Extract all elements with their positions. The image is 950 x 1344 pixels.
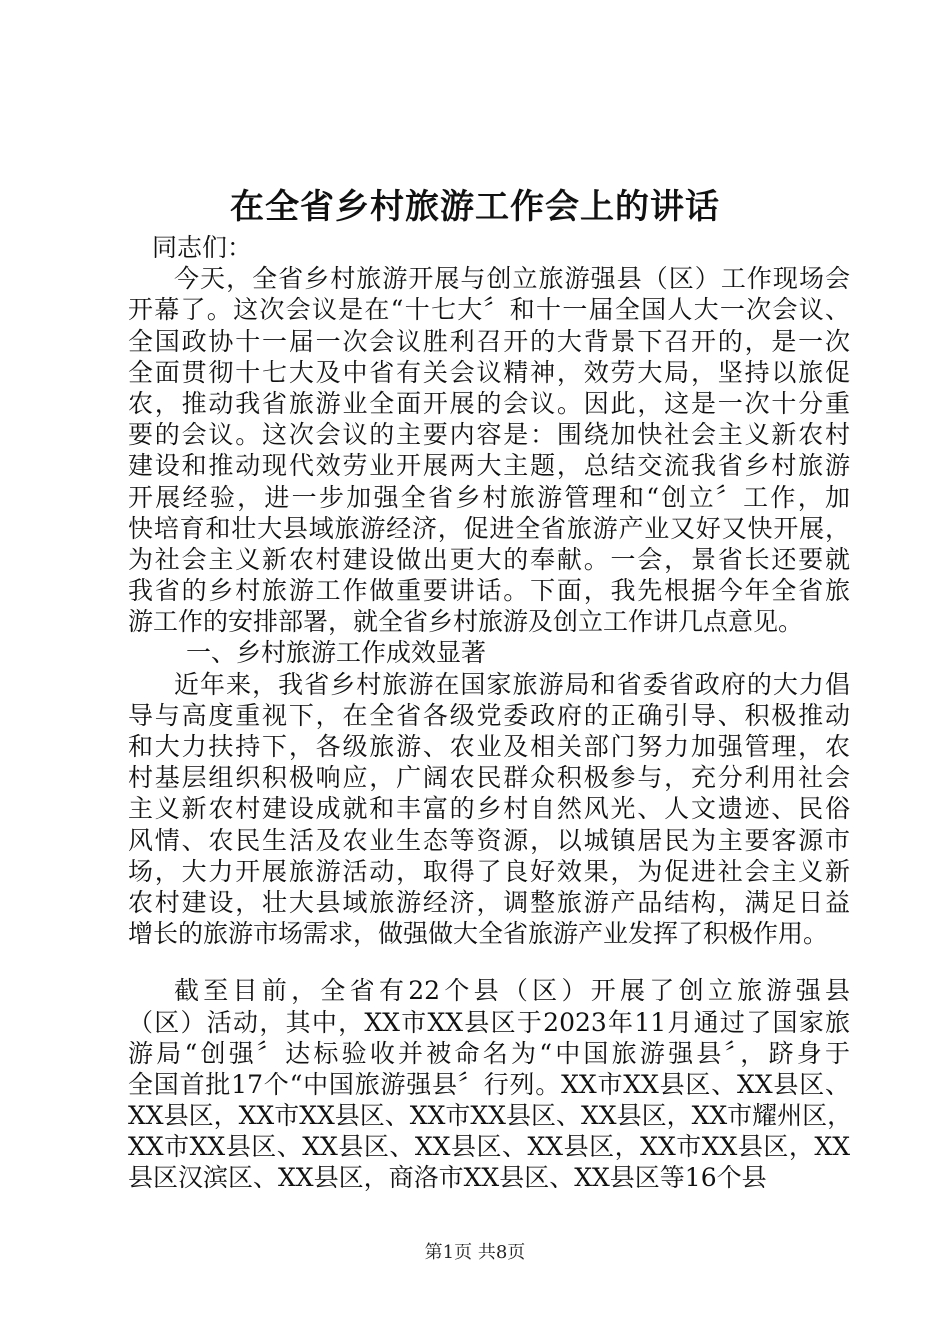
paragraph-line: 要的会议。这次会议的主要内容是：围绕加快社会主义新农村 bbox=[128, 420, 850, 450]
paragraph-line: 导与高度重视下，在全省各级党委政府的正确引导、积极推动 bbox=[128, 700, 850, 730]
paragraph-line: 游局“创强〞达标验收并被命名为“中国旅游强县〞，跻身于 bbox=[128, 1038, 850, 1068]
paragraph-line: 开幕了。这次会议是在“十七大〞和十一届全国人大一次会议、 bbox=[128, 295, 850, 325]
paragraph-line: 和大力扶持下，各级旅游、农业及相关部门努力加强管理，农 bbox=[128, 732, 850, 761]
paragraph-line: 农，推动我省旅游业全面开展的会议。因此，这是一次十分重 bbox=[128, 388, 850, 418]
document-body bbox=[128, 232, 853, 1194]
paragraph-line: 风情、农民生活及农业生态等资源，以城镇居民为主要客源市 bbox=[128, 825, 850, 855]
paragraph-line: 全国政协十一届一次会议胜利召开的大背景下召开的，是一次 bbox=[128, 326, 850, 356]
paragraph-line: 我省的乡村旅游工作做重要讲话。下面，我先根据今年全省旅 bbox=[128, 576, 850, 606]
section-heading: 一、乡村旅游工作成效显著 bbox=[186, 638, 487, 668]
paragraph-line: 县区汉滨区、XX县区，商洛市XX县区、XX县区等16个县 bbox=[128, 1163, 767, 1193]
paragraph-line: 建设和推动现代效劳业开展两大主题，总结交流我省乡村旅游 bbox=[128, 451, 850, 481]
document-title: 在全省乡村旅游工作会上的讲话 bbox=[230, 187, 720, 227]
paragraph-line: 主义新农村建设成就和丰富的乡村自然风光、人文遗迹、民俗 bbox=[128, 794, 850, 824]
paragraph-line: 增长的旅游市场需求，做强做大全省旅游产业发挥了积极作用。 bbox=[128, 919, 829, 949]
paragraph-line: （区）活动，其中，XX市XX县区于2023年11月通过了国家旅 bbox=[128, 1007, 850, 1037]
paragraph-line: 快培育和壮大县域旅游经济，促进全省旅游产业又好又快开展， bbox=[128, 513, 850, 543]
paragraph-line: XX县区，XX市XX县区、XX市XX县区、XX县区，XX市耀州区， bbox=[128, 1101, 853, 1131]
paragraph-1 bbox=[128, 263, 850, 637]
paragraph-line: 近年来，我省乡村旅游在国家旅游局和省委省政府的大力倡 bbox=[174, 669, 850, 699]
paragraph-line: 今天，全省乡村旅游开展与创立旅游强县（区）工作现场会 bbox=[174, 264, 850, 294]
paragraph-line: 村基层组织积极响应，广阔农民群众积极参与，充分利用社会 bbox=[128, 763, 850, 793]
greeting: 同志们： bbox=[152, 233, 253, 262]
paragraph-2 bbox=[128, 669, 850, 950]
paragraph-line: XX市XX县区、XX县区、XX县区、XX县区，XX市XX县区，XX bbox=[128, 1132, 850, 1162]
paragraph-3 bbox=[128, 975, 853, 1193]
paragraph-line: 游工作的安排部署，就全省乡村旅游及创立工作讲几点意见。 bbox=[128, 607, 804, 637]
paragraph-line: 农村建设，壮大县域旅游经济，调整旅游产品结构，满足日益 bbox=[128, 887, 850, 917]
paragraph-line: 全国首批17个“中国旅游强县〞行列。XX市XX县区、XX县区、 bbox=[128, 1069, 850, 1099]
page-footer: 第1页 共8页 bbox=[424, 1242, 526, 1263]
paragraph-line: 场，大力开展旅游活动，取得了良好效果，为促进社会主义新 bbox=[128, 856, 850, 886]
paragraph-spacer bbox=[128, 949, 850, 975]
paragraph-line: 全面贯彻十七大及中省有关会议精神，效劳大局，坚持以旅促 bbox=[128, 357, 850, 387]
paragraph-line: 为社会主义新农村建设做出更大的奉献。一会，景省长还要就 bbox=[128, 544, 850, 574]
paragraph-line: 开展经验，进一步加强全省乡村旅游管理和“创立〞工作，加 bbox=[128, 482, 850, 512]
paragraph-line: 截至目前，全省有22个县（区）开展了创立旅游强县 bbox=[174, 976, 850, 1006]
